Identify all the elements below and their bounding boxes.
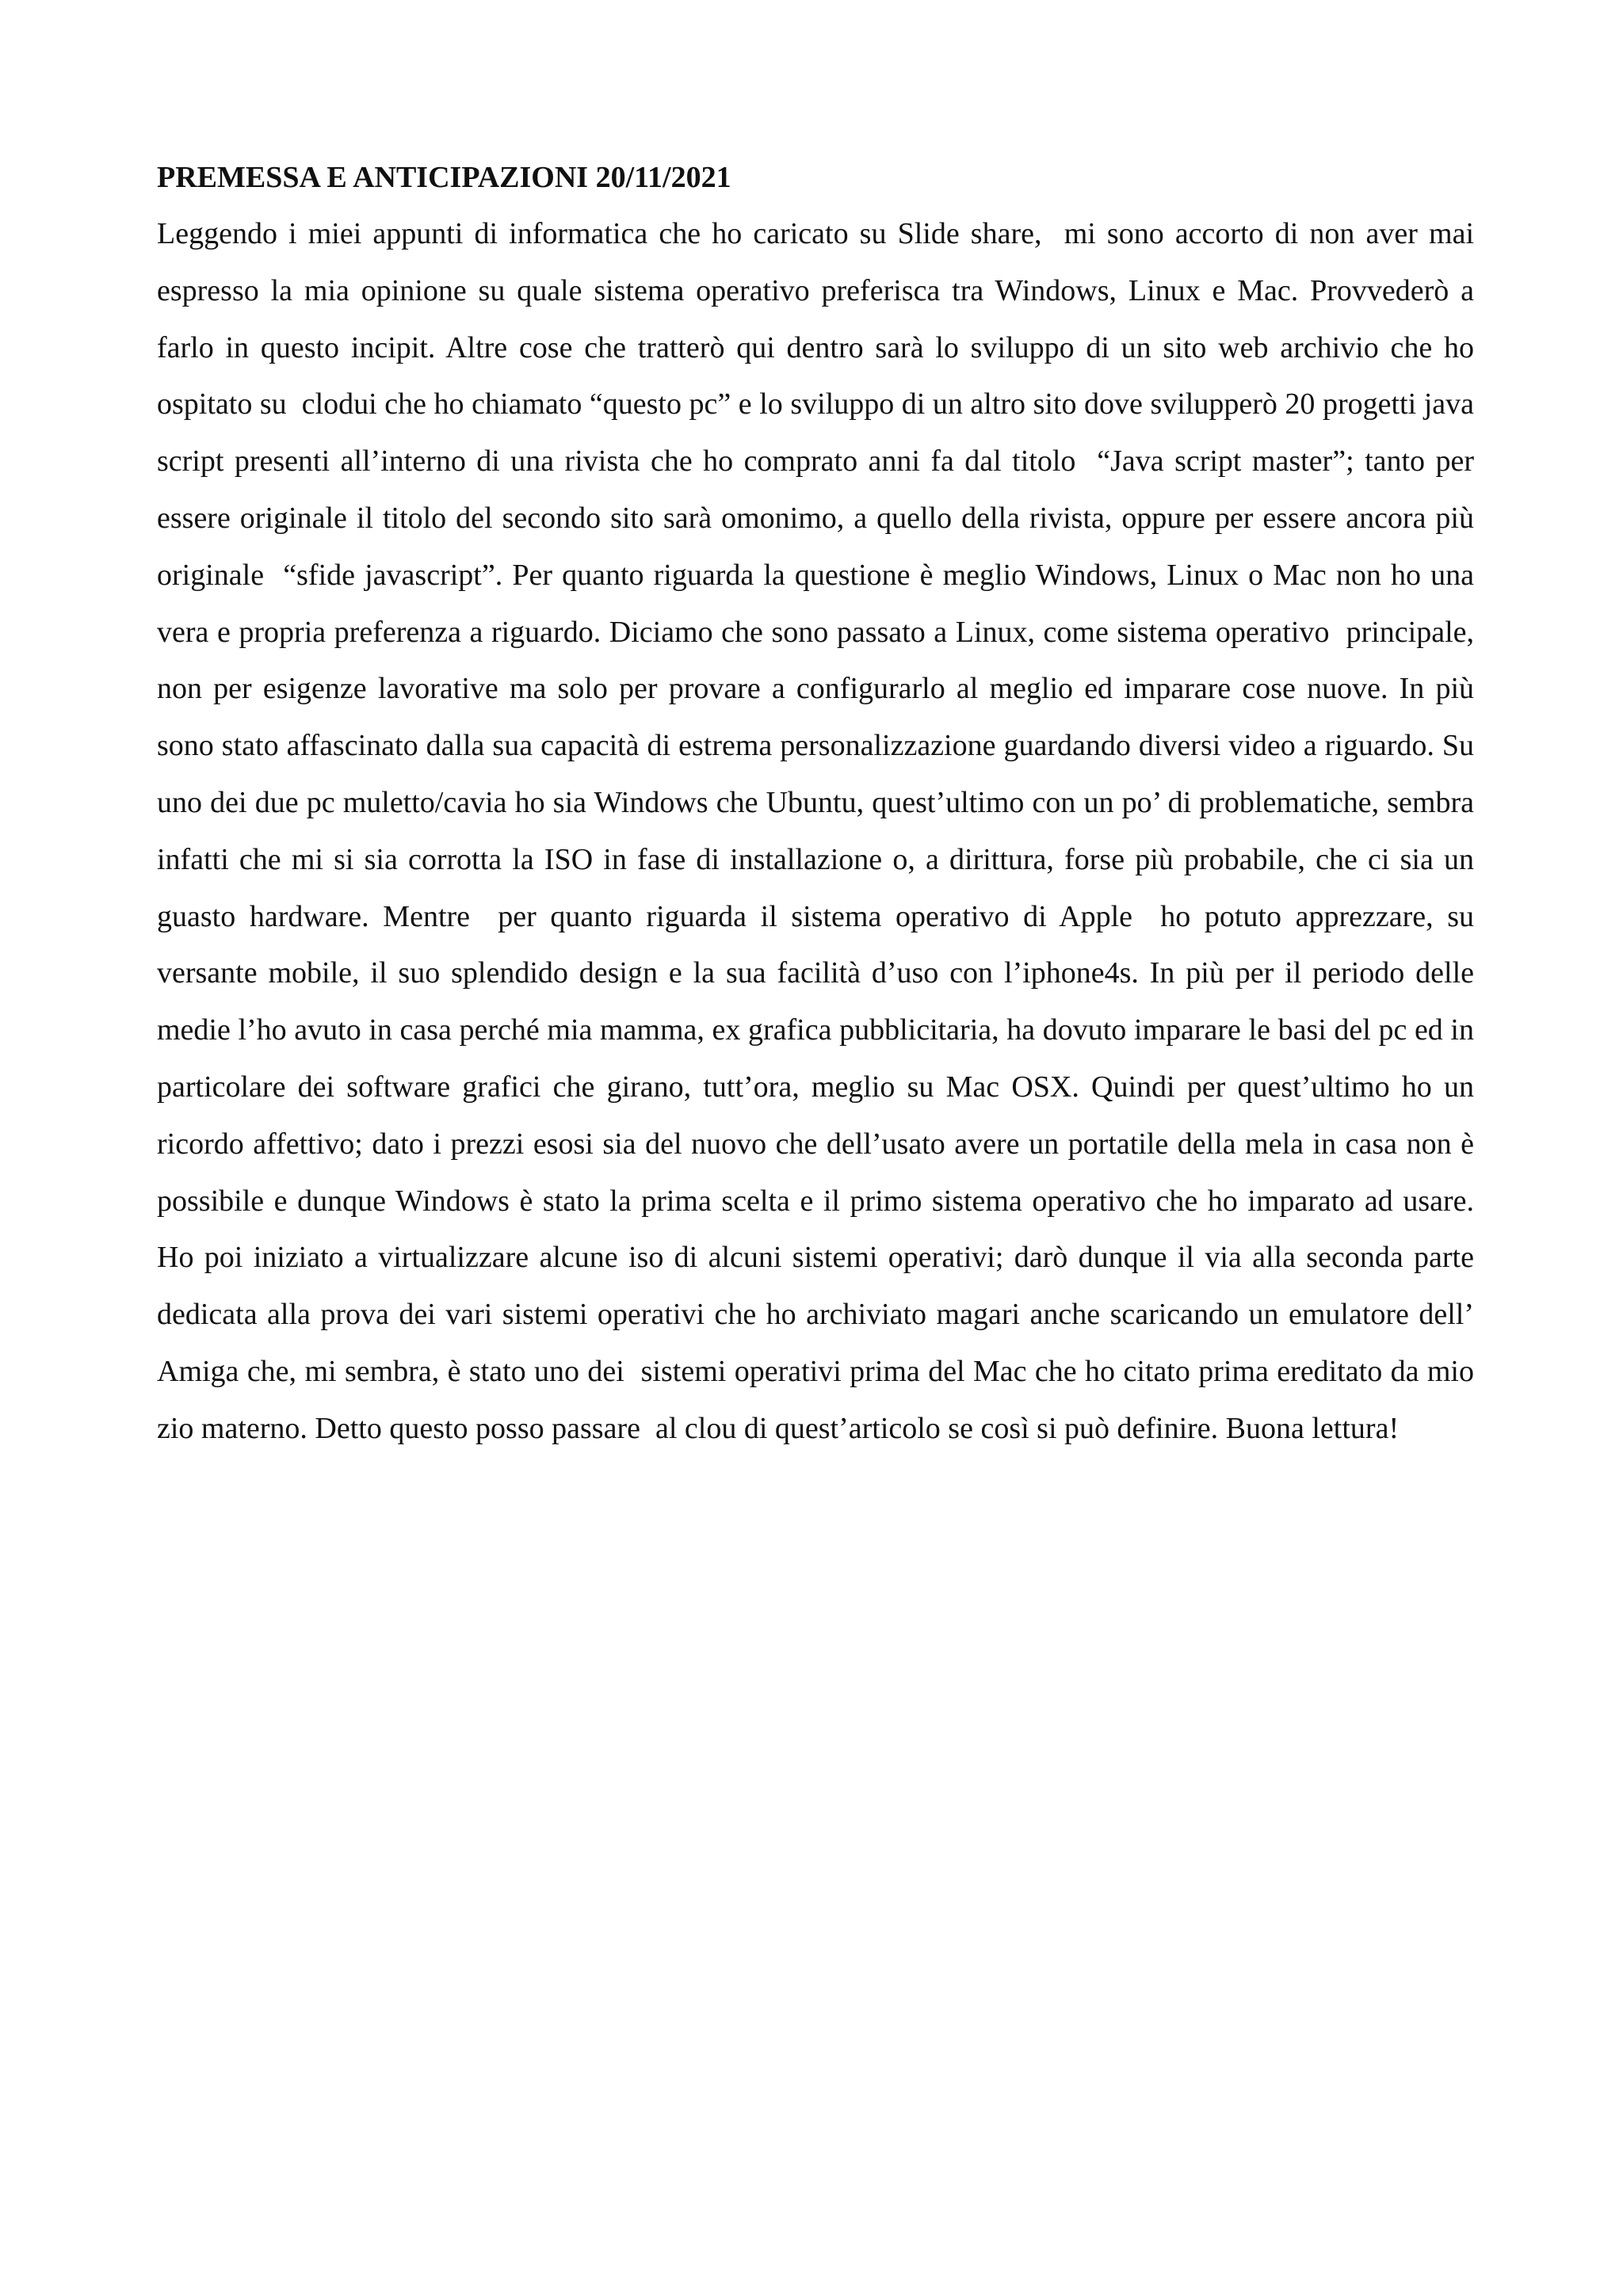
document-content [157, 158, 1482, 1458]
document-body-paragraph: Leggendo i miei appunti di informatica che ho caricato su Slide share, mi sono accorto di non aver mai espresso la mia opinione su quale sistema operativo preferisca tra Windows, Linux e Mac. Provvederò a farlo in questo incipit. Altre cose che tratterò qui dentro sarà lo sviluppo di un sito web archivio che ho ospitato su clodui che ho chiamato “questo pc” e lo sviluppo di un altro sito dove svilupperò 20 progetti java script presenti all’interno di una rivista che ho comprato anni fa dal titolo “Java script master”; tanto per essere originale il titolo del secondo sito sarà omonimo, a quello della rivista, oppure per essere ancora più originale “sfide javascript”. Per quanto riguarda la questione è meglio Windows, Linux o Mac non ho una vera e propria preferenza a riguardo. Diciamo che sono passato a Linux, come sistema operativo principale, non per esigenze lavorative ma solo per provare a configurarlo al meglio ed imparare cose nuove. In più sono stato affascinato dalla sua capacità di estrema personalizzazione guardando diversi video a riguardo. Su uno dei due pc muletto/cavia ho sia Windows che Ubuntu, quest’ultimo con un po’ di problematiche, sembra infatti che mi si sia corrotta la ISO in fase di installazione o, a dirittura, forse più probabile, che ci sia un guasto hardware. Mentre per quanto riguarda il sistema operativo di Apple ho potuto apprezzare, su versante mobile, il suo splendido design e la sua facilità d’uso con l’iphone4s. In più per il periodo delle medie l’ho avuto in casa perché mia mamma, ex grafica pubblicitaria, ha dovuto imparare le basi del pc ed in particolare dei software grafici che girano, tutt’ora, meglio su Mac OSX. Quindi per quest’ultimo ho un ricordo affettivo; dato i prezzi esosi sia del nuovo che dell’usato avere un portatile della mela in casa non è possibile e dunque Windows è stato la prima scelta e il primo sistema operativo che ho imparato ad usare. Ho poi iniziato a virtualizzare alcune iso di alcuni sistemi operativi; darò dunque il via alla seconda parte dedicata alla prova dei vari sistemi operativi che ho archiviato magari anche scaricando un emulatore dell’ Amiga che, mi sembra, è stato uno dei sistemi operativi prima del Mac che ho citato prima ereditato da mio zio materno. Detto questo posso passare al clou di quest’articolo se così si può definire. Buona lettura! [157, 217, 1482, 1445]
document-title: PREMESSA E ANTICIPAZIONI 20/11/2021 [157, 161, 731, 194]
